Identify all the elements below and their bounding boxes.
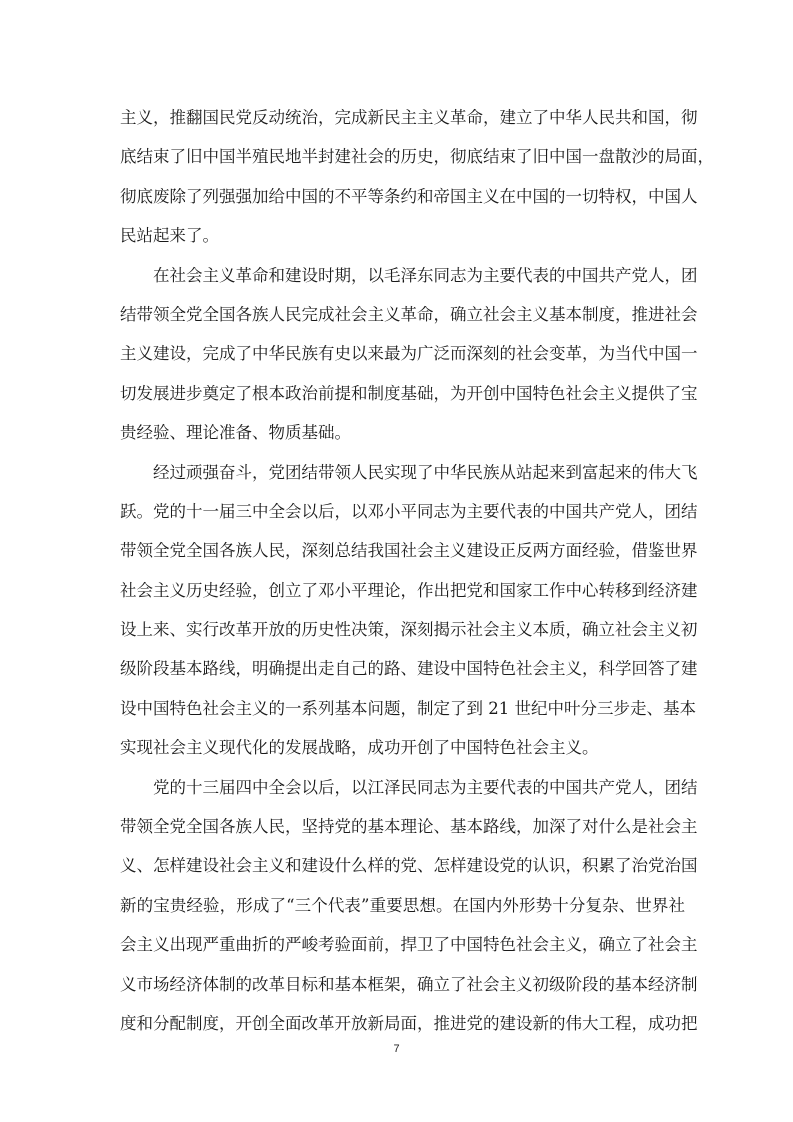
paragraph-1 [120,98,714,256]
text-line: 带领全党全国各族人民，坚持党的基本理论、基本路线，加深了对什么是社会主 [120,817,698,837]
text-line: 贵经验、理论准备、物质基础。 [120,423,351,443]
text-line: 跃。党的十一届三中全会以后，以邓小平同志为主要代表的中国共产党人，团结 [120,501,698,521]
text-line: 会主义出现严重曲折的严峻考验面前，捍卫了中国特色社会主义，确立了社会主 [120,935,698,955]
text-line: 实现社会主义现代化的发展战略，成功开创了中国特色社会主义。 [120,738,599,758]
text-line: 民站起来了。 [120,226,219,246]
text-line: 在社会主义革命和建设时期，以毛泽东同志为主要代表的中国共产党人，团 [120,265,698,285]
text-line: 党的十三届四中全会以后，以江泽民同志为主要代表的中国共产党人，团结 [120,777,698,797]
body-text [120,98,714,1043]
text-line: 新的宝贵经验，形成了“三个代表”重要思想。在国内外形势十分复杂、世界社 [120,895,685,915]
text-line: 经过顽强奋斗，党团结带领人民实现了中华民族从站起来到富起来的伟大飞 [120,462,698,482]
text-line: 级阶段基本路线，明确提出走自己的路、建设中国特色社会主义，科学回答了建 [120,659,698,679]
text-line: 社会主义历史经验，创立了邓小平理论，作出把党和国家工作中心转移到经济建 [120,580,698,600]
text-line: 义、怎样建设社会主义和建设什么样的党、怎样建设党的认识，积累了治党治国 [120,856,698,876]
text-line: 带领全党全国各族人民，深刻总结我国社会主义建设正反两方面经验，借鉴世界 [120,541,698,561]
text-line: 设中国特色社会主义的一系列基本问题，制定了到 21 世纪中叶分三步走、基本 [120,698,696,718]
paragraph-2 [120,256,698,453]
paragraph-3 [120,453,698,768]
page-number: 7 [393,1043,400,1055]
text-line: 设上来、实行改革开放的历史性决策，深刻揭示社会主义本质，确立社会主义初 [120,620,698,640]
text-line: 结带领全党全国各族人民完成社会主义革命，确立社会主义基本制度，推进社会 [120,304,698,324]
text-line: 度和分配制度，开创全面改革开放新局面，推进党的建设新的伟大工程，成功把 [120,1013,698,1033]
paragraph-4 [120,768,698,1044]
text-line: 彻底废除了列强强加给中国的不平等条约和帝国主义在中国的一切特权，中国人 [120,186,698,206]
text-line: 切发展进步奠定了根本政治前提和制度基础，为开创中国特色社会主义提供了宝 [120,383,698,403]
text-line: 义市场经济体制的改革目标和基本框架，确立了社会主义初级阶段的基本经济制 [120,974,698,994]
text-line: 主义建设，完成了中华民族有史以来最为广泛而深刻的社会变革，为当代中国一 [120,344,698,364]
text-line: 底结束了旧中国半殖民地半封建社会的历史，彻底结束了旧中国一盘散沙的局面， [120,147,714,167]
text-line: 主义，推翻国民党反动统治，完成新民主主义革命，建立了中华人民共和国，彻 [120,108,698,127]
